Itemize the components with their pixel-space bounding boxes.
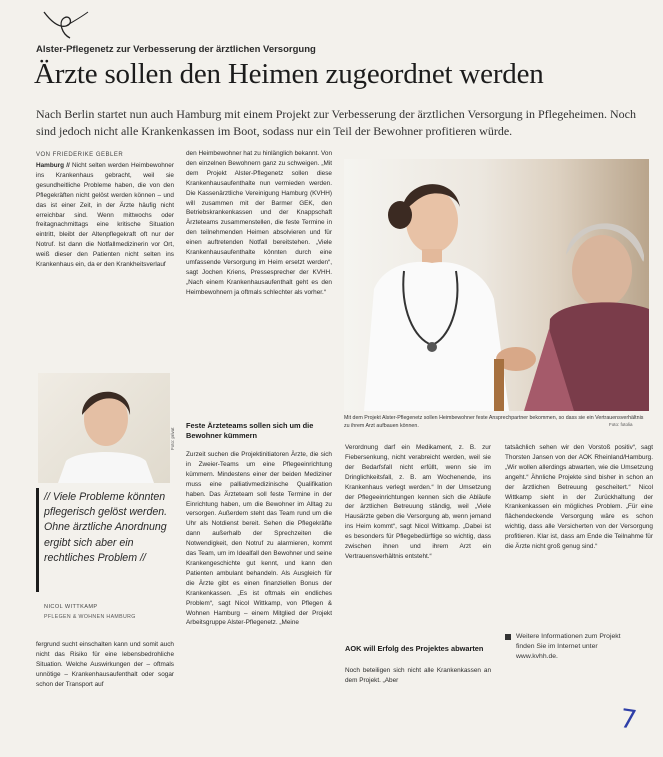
portrait-illustration: [38, 373, 170, 483]
quote-bar: [36, 488, 39, 592]
photo-illustration: [344, 159, 649, 411]
publication-logo: [40, 8, 92, 42]
article-column-1-continued: fergrund sucht einschalten kann und somit auch nicht das Risiko für eine lebensbedrohliche Situation. Welche Auswirkungen der – oftmals unnötige – Krankenhausaufenthalt oder sogar schon der Transport auf: [36, 641, 174, 688]
handwritten-page-number: 7: [617, 703, 639, 737]
column-text: Nicht selten werden Heimbewohner ins Krankenhaus gebracht, weil sie gesundheitliche Probleme haben, die von den Pflegekräften nicht gelöst werden können – und das ist einer Zeit, in der Ärzte häufig nicht erreichbar sind. Wenn mittwochs oder freitagnachmittags eine kritische Situation eintritt, bleibt der Altenpflegekraft oft nur der Notruf. Ist dann die Notfallmedizinerin vor Ort, weiß dieser den Patienten nicht selten ins Krankenhaus ein, da er den Krankheitsverlauf: [36, 162, 174, 269]
article-column-3-continued: Noch beteiligen sich nicht alle Krankenkassen an dem Projekt. „Aber: [345, 667, 491, 684]
portrait-photo: [38, 373, 170, 483]
photo-credit: Foto: fotolia: [609, 422, 633, 427]
article-column-2: den Heimbewohner hat zu hinlänglich bekannt. Von den einzelnen Bewohnern ganz zu schweigen. „Mit dem Projekt Alster-Pflegenetz sollen diese Krankenhausaufenthalte nun vermieden werden. Die Kassenärztliche Vereinigung Hamburg (KVHH) will zusammen mit der Barmer GEK, den Betriebskrankenkassen und der Knappschaft Ärzteteams zusammenstellen, die feste Termine in den teilnehmenden Heimen absolvieren und für einen auftretenden Notfall bereitstehen. „Viele Krankenhausaufenthalte könnten durch eine umfassende Versorgung im Heim ersetzt werden“, sagt Jochen Kriens, Pressesprecher der KVHH. „Nach einem Krankenhausaufenthalt geht es den Heimbewohnern ja oftmals schlechter als vorher.“: [186, 150, 332, 296]
article-column-1: [36, 161, 174, 361]
article-column-4: tatsächlich sehen wir den Vorstoß positiv“, sagt Thorsten Jansen von der AOK Rheinland/Hamburg. „Wir wollen allerdings abwarten, wie die Umsetzung angeht.“ Ähnliche Projekte sind bisher in schon an der ärztlichen Betreuung gescheitert.“ Nicol Wittkamp sieht in der Zurückhaltung der Krankenkassen ein mögliches Problem. „Für eine flächendeckende Versorgung wäre es schon wichtig, dass alle Versicherten von der Versorgung profitieren. Klar ist, dass am Ende die Teilnahme für die Ärzte nicht groß genug sind.“: [505, 444, 653, 551]
article-column-3: Verordnung darf ein Medikament, z. B. zur Fiebersenkung, nicht verabreicht werden, weil sie der Bedarfsfall nicht erfüllt, wenn sie im Dringlichkeitsfall, z. B. am Wochenende, ins Krankenhaus verlegt werden.“ In der Umsetzung der Pflegeeinrichtungen kennen sich die Abläufe der ärztlichen Betreuung ständig, weil „Viele Hausärzte geben die Versorgung ab, wenn jemand ins Heim kommt“, sagt Nicol Wittkamp. „Dabei ist es besonders für Pflegebedürftige so wichtig, dass zwischen ihnen und ihrem Arzt ein Vertrauensverhältnis entsteht.“: [345, 444, 491, 560]
dateline: Hamburg //: [36, 162, 70, 169]
quote-author: NICOL WITTKAMP: [44, 604, 98, 610]
info-bullet-icon: [505, 634, 511, 640]
lead-paragraph: Nach Berlin startet nun auch Hamburg mit einem Projekt zur Verbesserung der ärztlichen Versorgung in Pflegeheimen. Noch sind jedoch nicht alle Krankenkassen im Boot, sodass nur ein Teil der Bewohner profitieren würde.: [36, 107, 636, 138]
kicker: Alster-Pflegenetz zur Verbesserung der ärztlichen Versorgung: [36, 44, 316, 55]
byline: VON FRIEDERIKE GEBLER: [36, 152, 124, 158]
subheading: AOK will Erfolg des Projektes abwarten: [345, 644, 484, 653]
headline: Ärzte sollen den Heimen zugeordnet werden: [34, 58, 544, 90]
quote-author-role: PFLEGEN & WOHNEN HAMBURG: [44, 614, 136, 620]
article-column-2-continued: Zurzeit suchen die Projektinitiatoren Ärzte, die sich in Zweier-Teams um eine Pflegeeinrichtung kümmern. Mindestens einer der beiden Mediziner muss eine palliativmedizinische Qualifikation haben. Das Ärzteteam soll feste Termine in der Einrichtung haben, um die Bewohner im Alltag zu versorgen. Außerdem steht das Team rund um die Uhr als Notdienst bereit. Sehen die Pflegekräfte dann außerhalb der Sprechzeiten die Notwendigkeit, den Notruf zu alarmieren, kommt das Team, um im Idealfall den Bewohner und seine Krankengeschichte gut kennt, und kann den Patienten ambulant behandeln. Als Ausgleich für die Ärzte gibt es einen finanziellen Bonus der Krankenkassen. „Es ist oftmals ein endliches Problem“, sagt Nicol Wittkamp, von Pflegen & Wohnen Hamburg – einem Mitglied der Projekt Arbeitsgruppe Alster-Pflegenetz. „Meine: [186, 451, 332, 627]
portrait-credit: Foto: privat: [170, 427, 175, 450]
pull-quote: // Viele Probleme könnten pflegerisch gelöst werden. Ohne ärztliche Anordnung ergibt sich aber ein rechtliches Problem //: [44, 491, 168, 564]
photo-caption: Mit dem Projekt Alster-Pflegenetz sollen Heimbewohner feste Ansprechpartner bekommen, so dass sie ein Vertrauensverhältnis zu ihrem Arzt aufbauen können.: [344, 415, 644, 429]
info-box: Weitere Informationen zum Projekt finden Sie im Internet unter www.kvhh.de.: [516, 633, 621, 660]
nurse-with-resident-photo: [344, 159, 649, 411]
subheading: Feste Ärzteteams sollen sich um die Bewohner kümmern: [186, 421, 314, 440]
